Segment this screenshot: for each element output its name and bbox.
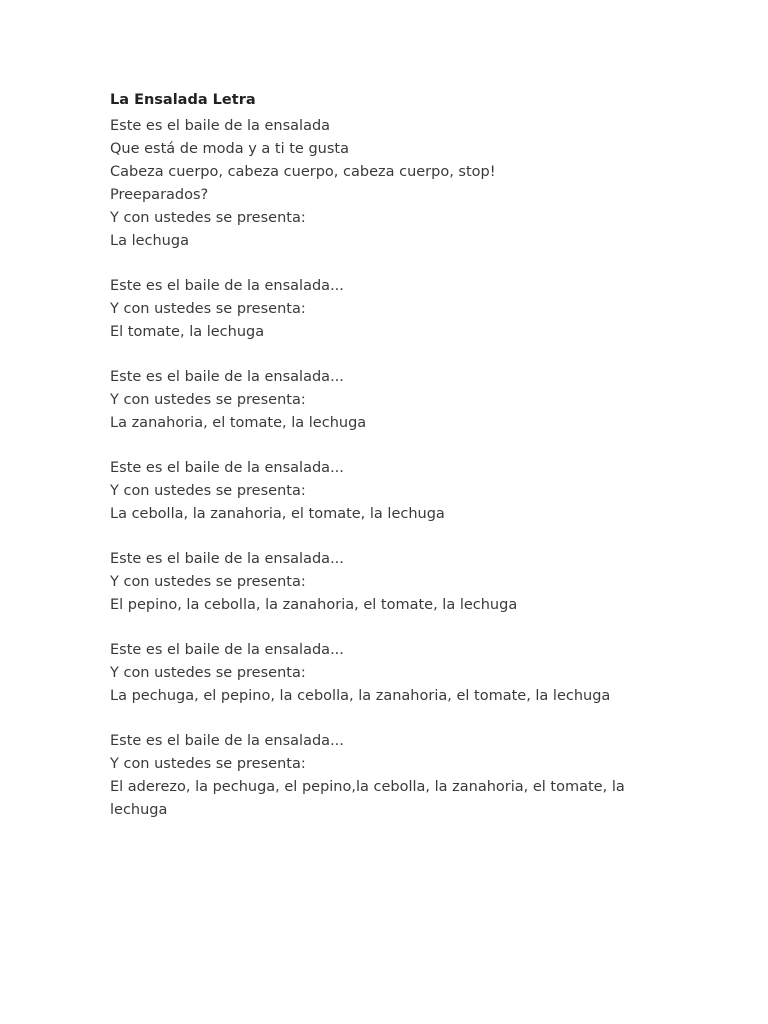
- lyric-line: La zanahoria, el tomate, la lechuga: [110, 415, 367, 431]
- stanza: [110, 730, 670, 822]
- stanza: [110, 548, 670, 617]
- lyric-line: Cabeza cuerpo, cabeza cuerpo, cabeza cuerpo, stop!: [110, 164, 496, 180]
- lyric-line: Y con ustedes se presenta:: [110, 574, 306, 590]
- lyric-line: Este es el baile de la ensalada...: [110, 278, 344, 294]
- lyric-line: Y con ustedes se presenta:: [110, 756, 306, 772]
- lyric-line: Este es el baile de la ensalada...: [110, 551, 344, 567]
- lyric-line: Preeparados?: [110, 187, 209, 203]
- lyric-line: Este es el baile de la ensalada...: [110, 733, 344, 749]
- lyric-line: Y con ustedes se presenta:: [110, 392, 306, 408]
- lyric-line: Este es el baile de la ensalada: [110, 118, 331, 134]
- lyric-line: Y con ustedes se presenta:: [110, 210, 306, 226]
- lyric-line: Y con ustedes se presenta:: [110, 665, 306, 681]
- document-body: [110, 90, 670, 844]
- stanza: [110, 366, 670, 435]
- lyric-line: Que está de moda y a ti te gusta: [110, 141, 349, 157]
- lyric-line: El pepino, la cebolla, la zanahoria, el tomate, la lechuga: [110, 597, 518, 613]
- lyric-line: El aderezo, la pechuga, el pepino,la cebolla, la zanahoria, el tomate, la lechuga: [110, 779, 625, 818]
- stanza: [110, 457, 670, 526]
- lyric-line: La pechuga, el pepino, la cebolla, la zanahoria, el tomate, la lechuga: [110, 688, 611, 704]
- document-title: La Ensalada Letra: [110, 92, 256, 108]
- lyric-line: La cebolla, la zanahoria, el tomate, la lechuga: [110, 506, 445, 522]
- stanza: [110, 275, 670, 344]
- lyric-line: La lechuga: [110, 233, 189, 249]
- lyric-line: El tomate, la lechuga: [110, 324, 265, 340]
- lyric-line: Este es el baile de la ensalada...: [110, 369, 344, 385]
- lyric-line: Este es el baile de la ensalada...: [110, 642, 344, 658]
- lyric-line: Este es el baile de la ensalada...: [110, 460, 344, 476]
- stanza: [110, 115, 670, 253]
- stanza: [110, 639, 670, 708]
- lyric-line: Y con ustedes se presenta:: [110, 483, 306, 499]
- lyric-line: Y con ustedes se presenta:: [110, 301, 306, 317]
